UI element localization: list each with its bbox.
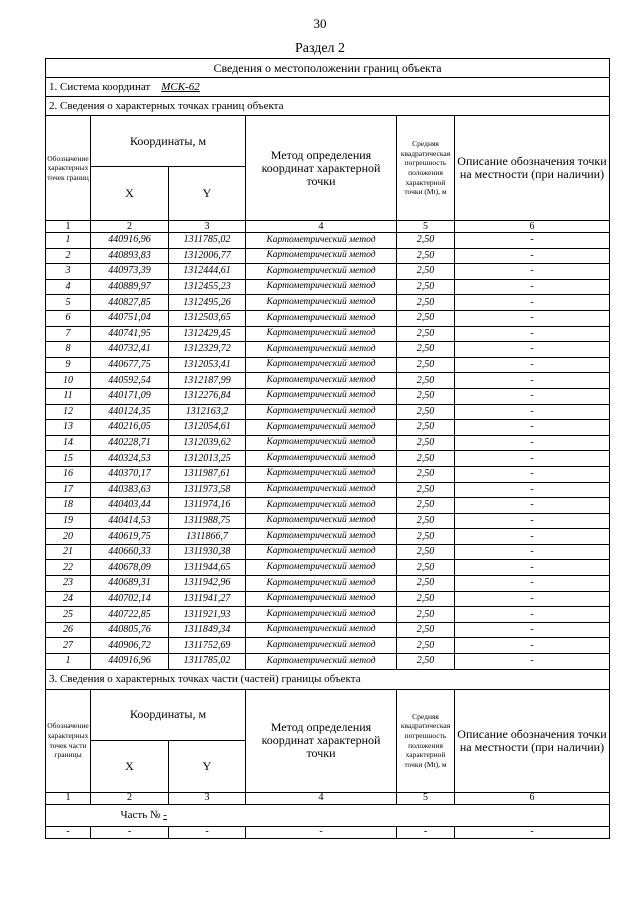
- cell-method: Картометрический метод: [246, 622, 397, 638]
- cell-description: -: [455, 513, 610, 529]
- cell-coord-x: 440678,09: [91, 560, 169, 576]
- cell-description: -: [455, 622, 610, 638]
- cell-description: -: [455, 576, 610, 592]
- table-row: [46, 638, 610, 654]
- cell-method: Картометрический метод: [246, 357, 397, 373]
- part2-title: 2. Сведения о характерных точках границ объекта: [46, 97, 610, 116]
- table-row: [46, 529, 610, 545]
- table-row: [46, 513, 610, 529]
- empty-cell: -: [246, 826, 397, 838]
- cell-method: Картометрический метод: [246, 591, 397, 607]
- cell-method: Картометрический метод: [246, 233, 397, 249]
- cell-coord-y: 1311974,16: [169, 498, 246, 514]
- cell-point-id: 25: [46, 607, 91, 623]
- cell-point-id: 22: [46, 560, 91, 576]
- cell-description: -: [455, 607, 610, 623]
- cell-coord-x: 440722,85: [91, 607, 169, 623]
- cell-point-id: 4: [46, 279, 91, 295]
- table-row: [46, 591, 610, 607]
- header-y: Y: [169, 167, 246, 221]
- cell-accuracy: 2,50: [397, 544, 455, 560]
- cell-accuracy: 2,50: [397, 310, 455, 326]
- cell-coord-y: 1312039,62: [169, 435, 246, 451]
- cell-coord-y: 1312054,61: [169, 420, 246, 436]
- cell-accuracy: 2,50: [397, 576, 455, 592]
- table-row: [46, 466, 610, 482]
- cell-coord-x: 440973,39: [91, 264, 169, 280]
- cell-accuracy: 2,50: [397, 466, 455, 482]
- cell-description: -: [455, 638, 610, 654]
- cell-coord-y: 1312495,26: [169, 295, 246, 311]
- table-row: [46, 357, 610, 373]
- cell-coord-x: 440702,14: [91, 591, 169, 607]
- col-num: 6: [455, 221, 610, 233]
- part-number-value: -: [163, 808, 167, 821]
- cell-coord-x: 440741,95: [91, 326, 169, 342]
- cell-point-id: 14: [46, 435, 91, 451]
- header-point-part: Обозначение характерных точек части границы: [46, 689, 91, 792]
- section-title: Раздел 2: [294, 41, 346, 56]
- cell-method: Картометрический метод: [246, 248, 397, 264]
- col-num: 3: [169, 221, 246, 233]
- cell-coord-y: 1311941,27: [169, 591, 246, 607]
- cell-point-id: 3: [46, 264, 91, 280]
- cell-accuracy: 2,50: [397, 654, 455, 670]
- cell-point-id: 11: [46, 388, 91, 404]
- cell-point-id: 19: [46, 513, 91, 529]
- cell-coord-x: 440414,53: [91, 513, 169, 529]
- cell-method: Картометрический метод: [246, 420, 397, 436]
- cell-accuracy: 2,50: [397, 264, 455, 280]
- col-num: 2: [91, 221, 169, 233]
- cell-method: Картометрический метод: [246, 435, 397, 451]
- cell-description: -: [455, 560, 610, 576]
- cell-point-id: 8: [46, 342, 91, 358]
- cell-coord-y: 1311921,93: [169, 607, 246, 623]
- cell-coord-x: 440689,31: [91, 576, 169, 592]
- cell-accuracy: 2,50: [397, 233, 455, 249]
- cell-accuracy: 2,50: [397, 373, 455, 389]
- cell-method: Картометрический метод: [246, 388, 397, 404]
- cell-description: -: [455, 342, 610, 358]
- cell-coord-x: 440660,33: [91, 544, 169, 560]
- cell-accuracy: 2,50: [397, 326, 455, 342]
- table-row: [46, 498, 610, 514]
- empty-cell: -: [169, 826, 246, 838]
- cell-point-id: 1: [46, 233, 91, 249]
- cell-accuracy: 2,50: [397, 342, 455, 358]
- header-coords-part: Координаты, м: [91, 689, 246, 740]
- cell-coord-x: 440889,97: [91, 279, 169, 295]
- cell-point-id: 9: [46, 357, 91, 373]
- cell-accuracy: 2,50: [397, 622, 455, 638]
- cell-description: -: [455, 451, 610, 467]
- cell-coord-x: 440751,04: [91, 310, 169, 326]
- col-num: 4: [246, 221, 397, 233]
- cell-method: Картометрический метод: [246, 404, 397, 420]
- cell-accuracy: 2,50: [397, 435, 455, 451]
- header-y-part: Y: [169, 740, 246, 792]
- empty-cell: -: [455, 826, 610, 838]
- cell-coord-y: 1311785,02: [169, 233, 246, 249]
- header-point: Обозначение характерных точек границ: [46, 116, 91, 221]
- cell-description: -: [455, 295, 610, 311]
- boundary-table: [45, 58, 609, 839]
- header-method-part: Метод определения координат характерной точки: [246, 689, 397, 792]
- table-row: [46, 279, 610, 295]
- table-row: [46, 233, 610, 249]
- cell-coord-y: 1312503,65: [169, 310, 246, 326]
- cell-point-id: 17: [46, 482, 91, 498]
- cell-point-id: 13: [46, 420, 91, 436]
- table-row: [46, 560, 610, 576]
- cell-method: Картометрический метод: [246, 342, 397, 358]
- cell-point-id: 23: [46, 576, 91, 592]
- header-description: Описание обозначения точки на местности (при наличии): [455, 116, 610, 221]
- cell-point-id: 6: [46, 310, 91, 326]
- cell-description: -: [455, 233, 610, 249]
- cell-method: Картометрический метод: [246, 295, 397, 311]
- cell-coord-x: 440403,44: [91, 498, 169, 514]
- col-num: 4: [246, 792, 397, 804]
- cell-description: -: [455, 310, 610, 326]
- part-number-row: [91, 804, 610, 826]
- cell-coord-x: 440171,09: [91, 388, 169, 404]
- cell-method: Картометрический метод: [246, 373, 397, 389]
- cell-coord-y: 1312013,25: [169, 451, 246, 467]
- cell-point-id: 21: [46, 544, 91, 560]
- cell-coord-x: 440324,53: [91, 451, 169, 467]
- page-number: 30: [313, 16, 327, 31]
- cell-description: -: [455, 466, 610, 482]
- cell-point-id: 10: [46, 373, 91, 389]
- cell-description: -: [455, 529, 610, 545]
- cell-point-id: 1: [46, 654, 91, 670]
- cell-method: Картометрический метод: [246, 529, 397, 545]
- col-num: 5: [397, 792, 455, 804]
- cell-point-id: 27: [46, 638, 91, 654]
- table-row: [46, 326, 610, 342]
- table-row: [46, 576, 610, 592]
- cell-description: -: [455, 482, 610, 498]
- coord-system-row: [46, 78, 610, 97]
- table-row: [46, 310, 610, 326]
- cell-point-id: 2: [46, 248, 91, 264]
- cell-description: -: [455, 357, 610, 373]
- cell-accuracy: 2,50: [397, 388, 455, 404]
- cell-coord-x: 440732,41: [91, 342, 169, 358]
- header-coords: Координаты, м: [91, 116, 246, 167]
- cell-coord-y: 1312006,77: [169, 248, 246, 264]
- cell-coord-y: 1311942,96: [169, 576, 246, 592]
- cell-coord-y: 1311866,7: [169, 529, 246, 545]
- cell-method: Картометрический метод: [246, 279, 397, 295]
- table-row: [46, 264, 610, 280]
- empty-cell: -: [397, 826, 455, 838]
- cell-description: -: [455, 654, 610, 670]
- cell-accuracy: 2,50: [397, 248, 455, 264]
- cell-coord-x: 440216,05: [91, 420, 169, 436]
- cell-coord-x: 440383,63: [91, 482, 169, 498]
- cell-accuracy: 2,50: [397, 451, 455, 467]
- header-x-part: X: [91, 740, 169, 792]
- cell-coord-y: 1312329,72: [169, 342, 246, 358]
- cell-method: Картометрический метод: [246, 544, 397, 560]
- cell-method: Картометрический метод: [246, 466, 397, 482]
- cell-accuracy: 2,50: [397, 295, 455, 311]
- cell-description: -: [455, 264, 610, 280]
- cell-coord-y: 1311944,65: [169, 560, 246, 576]
- cell-coord-x: 440124,35: [91, 404, 169, 420]
- header-description-part: Описание обозначения точки на местности (при наличии): [455, 689, 610, 792]
- cell-coord-y: 1312053,41: [169, 357, 246, 373]
- cell-accuracy: 2,50: [397, 498, 455, 514]
- table-row: [46, 451, 610, 467]
- coord-system-label: 1. Система координат: [49, 80, 151, 93]
- cell-method: Картометрический метод: [246, 326, 397, 342]
- cell-coord-y: 1312429,45: [169, 326, 246, 342]
- part3-title: 3. Сведения о характерных точках части (частей) границы объекта: [46, 669, 610, 689]
- cell-method: Картометрический метод: [246, 607, 397, 623]
- cell-description: -: [455, 591, 610, 607]
- cell-coord-x: 440370,17: [91, 466, 169, 482]
- cell-coord-x: 440916,96: [91, 654, 169, 670]
- table-row: [46, 248, 610, 264]
- cell-method: Картометрический метод: [246, 638, 397, 654]
- table-row: [46, 373, 610, 389]
- header-accuracy: Средняя квадратическая погрешность положения характерной точки (Мt), м: [397, 116, 455, 221]
- header-method: Метод определения координат характерной точки: [246, 116, 397, 221]
- table-row: [46, 342, 610, 358]
- cell-accuracy: 2,50: [397, 279, 455, 295]
- cell-accuracy: 2,50: [397, 591, 455, 607]
- cell-point-id: 20: [46, 529, 91, 545]
- table-row: [46, 654, 610, 670]
- cell-coord-x: 440906,72: [91, 638, 169, 654]
- cell-description: -: [455, 279, 610, 295]
- cell-description: -: [455, 326, 610, 342]
- cell-coord-y: 1312187,99: [169, 373, 246, 389]
- cell-method: Картометрический метод: [246, 451, 397, 467]
- cell-coord-x: 440592,54: [91, 373, 169, 389]
- cell-description: -: [455, 248, 610, 264]
- cell-method: Картометрический метод: [246, 654, 397, 670]
- cell-point-id: 7: [46, 326, 91, 342]
- cell-accuracy: 2,50: [397, 513, 455, 529]
- cell-point-id: 26: [46, 622, 91, 638]
- cell-coord-y: 1311988,75: [169, 513, 246, 529]
- header-x: X: [91, 167, 169, 221]
- cell-description: -: [455, 388, 610, 404]
- cell-description: -: [455, 373, 610, 389]
- cell-coord-y: 1311752,69: [169, 638, 246, 654]
- col-num: 2: [91, 792, 169, 804]
- col-num: 1: [46, 221, 91, 233]
- cell-coord-y: 1311930,38: [169, 544, 246, 560]
- cell-method: Картометрический метод: [246, 513, 397, 529]
- cell-point-id: 15: [46, 451, 91, 467]
- table-row: [46, 544, 610, 560]
- cell-coord-y: 1312276,84: [169, 388, 246, 404]
- coord-system-value: МСК-62: [161, 80, 200, 93]
- cell-coord-x: 440827,85: [91, 295, 169, 311]
- cell-method: Картометрический метод: [246, 482, 397, 498]
- cell-coord-y: 1311987,61: [169, 466, 246, 482]
- table-row: [46, 622, 610, 638]
- cell-accuracy: 2,50: [397, 638, 455, 654]
- cell-description: -: [455, 498, 610, 514]
- table-row: [46, 295, 610, 311]
- table-row: [46, 482, 610, 498]
- cell-coord-x: 440228,71: [91, 435, 169, 451]
- cell-coord-x: 440805,76: [91, 622, 169, 638]
- table-row: [46, 607, 610, 623]
- cell-point-id: 24: [46, 591, 91, 607]
- cell-coord-x: 440893,83: [91, 248, 169, 264]
- cell-method: Картометрический метод: [246, 498, 397, 514]
- cell-accuracy: 2,50: [397, 482, 455, 498]
- cell-method: Картометрический метод: [246, 576, 397, 592]
- cell-method: Картометрический метод: [246, 560, 397, 576]
- header-accuracy-part: Средняя квадратическая погрешность положения характерной точки (Мt), м: [397, 689, 455, 792]
- cell-coord-x: 440619,75: [91, 529, 169, 545]
- cell-coord-y: 1312455,23: [169, 279, 246, 295]
- col-num: 5: [397, 221, 455, 233]
- col-num: 1: [46, 792, 91, 804]
- cell-coord-y: 1311973,58: [169, 482, 246, 498]
- cell-accuracy: 2,50: [397, 420, 455, 436]
- table-row: [46, 388, 610, 404]
- cell-method: Картометрический метод: [246, 264, 397, 280]
- cell-description: -: [455, 404, 610, 420]
- cell-accuracy: 2,50: [397, 560, 455, 576]
- part-number-label: Часть №: [120, 808, 161, 821]
- cell-coord-x: 440677,75: [91, 357, 169, 373]
- cell-accuracy: 2,50: [397, 357, 455, 373]
- cell-accuracy: 2,50: [397, 529, 455, 545]
- empty-cell: -: [91, 826, 169, 838]
- col-num: 3: [169, 792, 246, 804]
- cell-accuracy: 2,50: [397, 607, 455, 623]
- cell-method: Картометрический метод: [246, 310, 397, 326]
- cell-coord-y: 1311849,34: [169, 622, 246, 638]
- cell-point-id: 18: [46, 498, 91, 514]
- cell-point-id: 12: [46, 404, 91, 420]
- table-row: [46, 435, 610, 451]
- table-row: [46, 404, 610, 420]
- cell-coord-y: 1311785,02: [169, 654, 246, 670]
- cell-description: -: [455, 435, 610, 451]
- cell-description: -: [455, 420, 610, 436]
- empty-cell: -: [46, 826, 91, 838]
- cell-description: -: [455, 544, 610, 560]
- cell-coord-y: 1312163,2: [169, 404, 246, 420]
- cell-point-id: 16: [46, 466, 91, 482]
- cell-point-id: 5: [46, 295, 91, 311]
- table-row: [46, 420, 610, 436]
- cell-accuracy: 2,50: [397, 404, 455, 420]
- table-title: Сведения о местоположении границ объекта: [46, 59, 610, 78]
- col-num: 6: [455, 792, 610, 804]
- cell-coord-x: 440916,96: [91, 233, 169, 249]
- cell-coord-y: 1312444,61: [169, 264, 246, 280]
